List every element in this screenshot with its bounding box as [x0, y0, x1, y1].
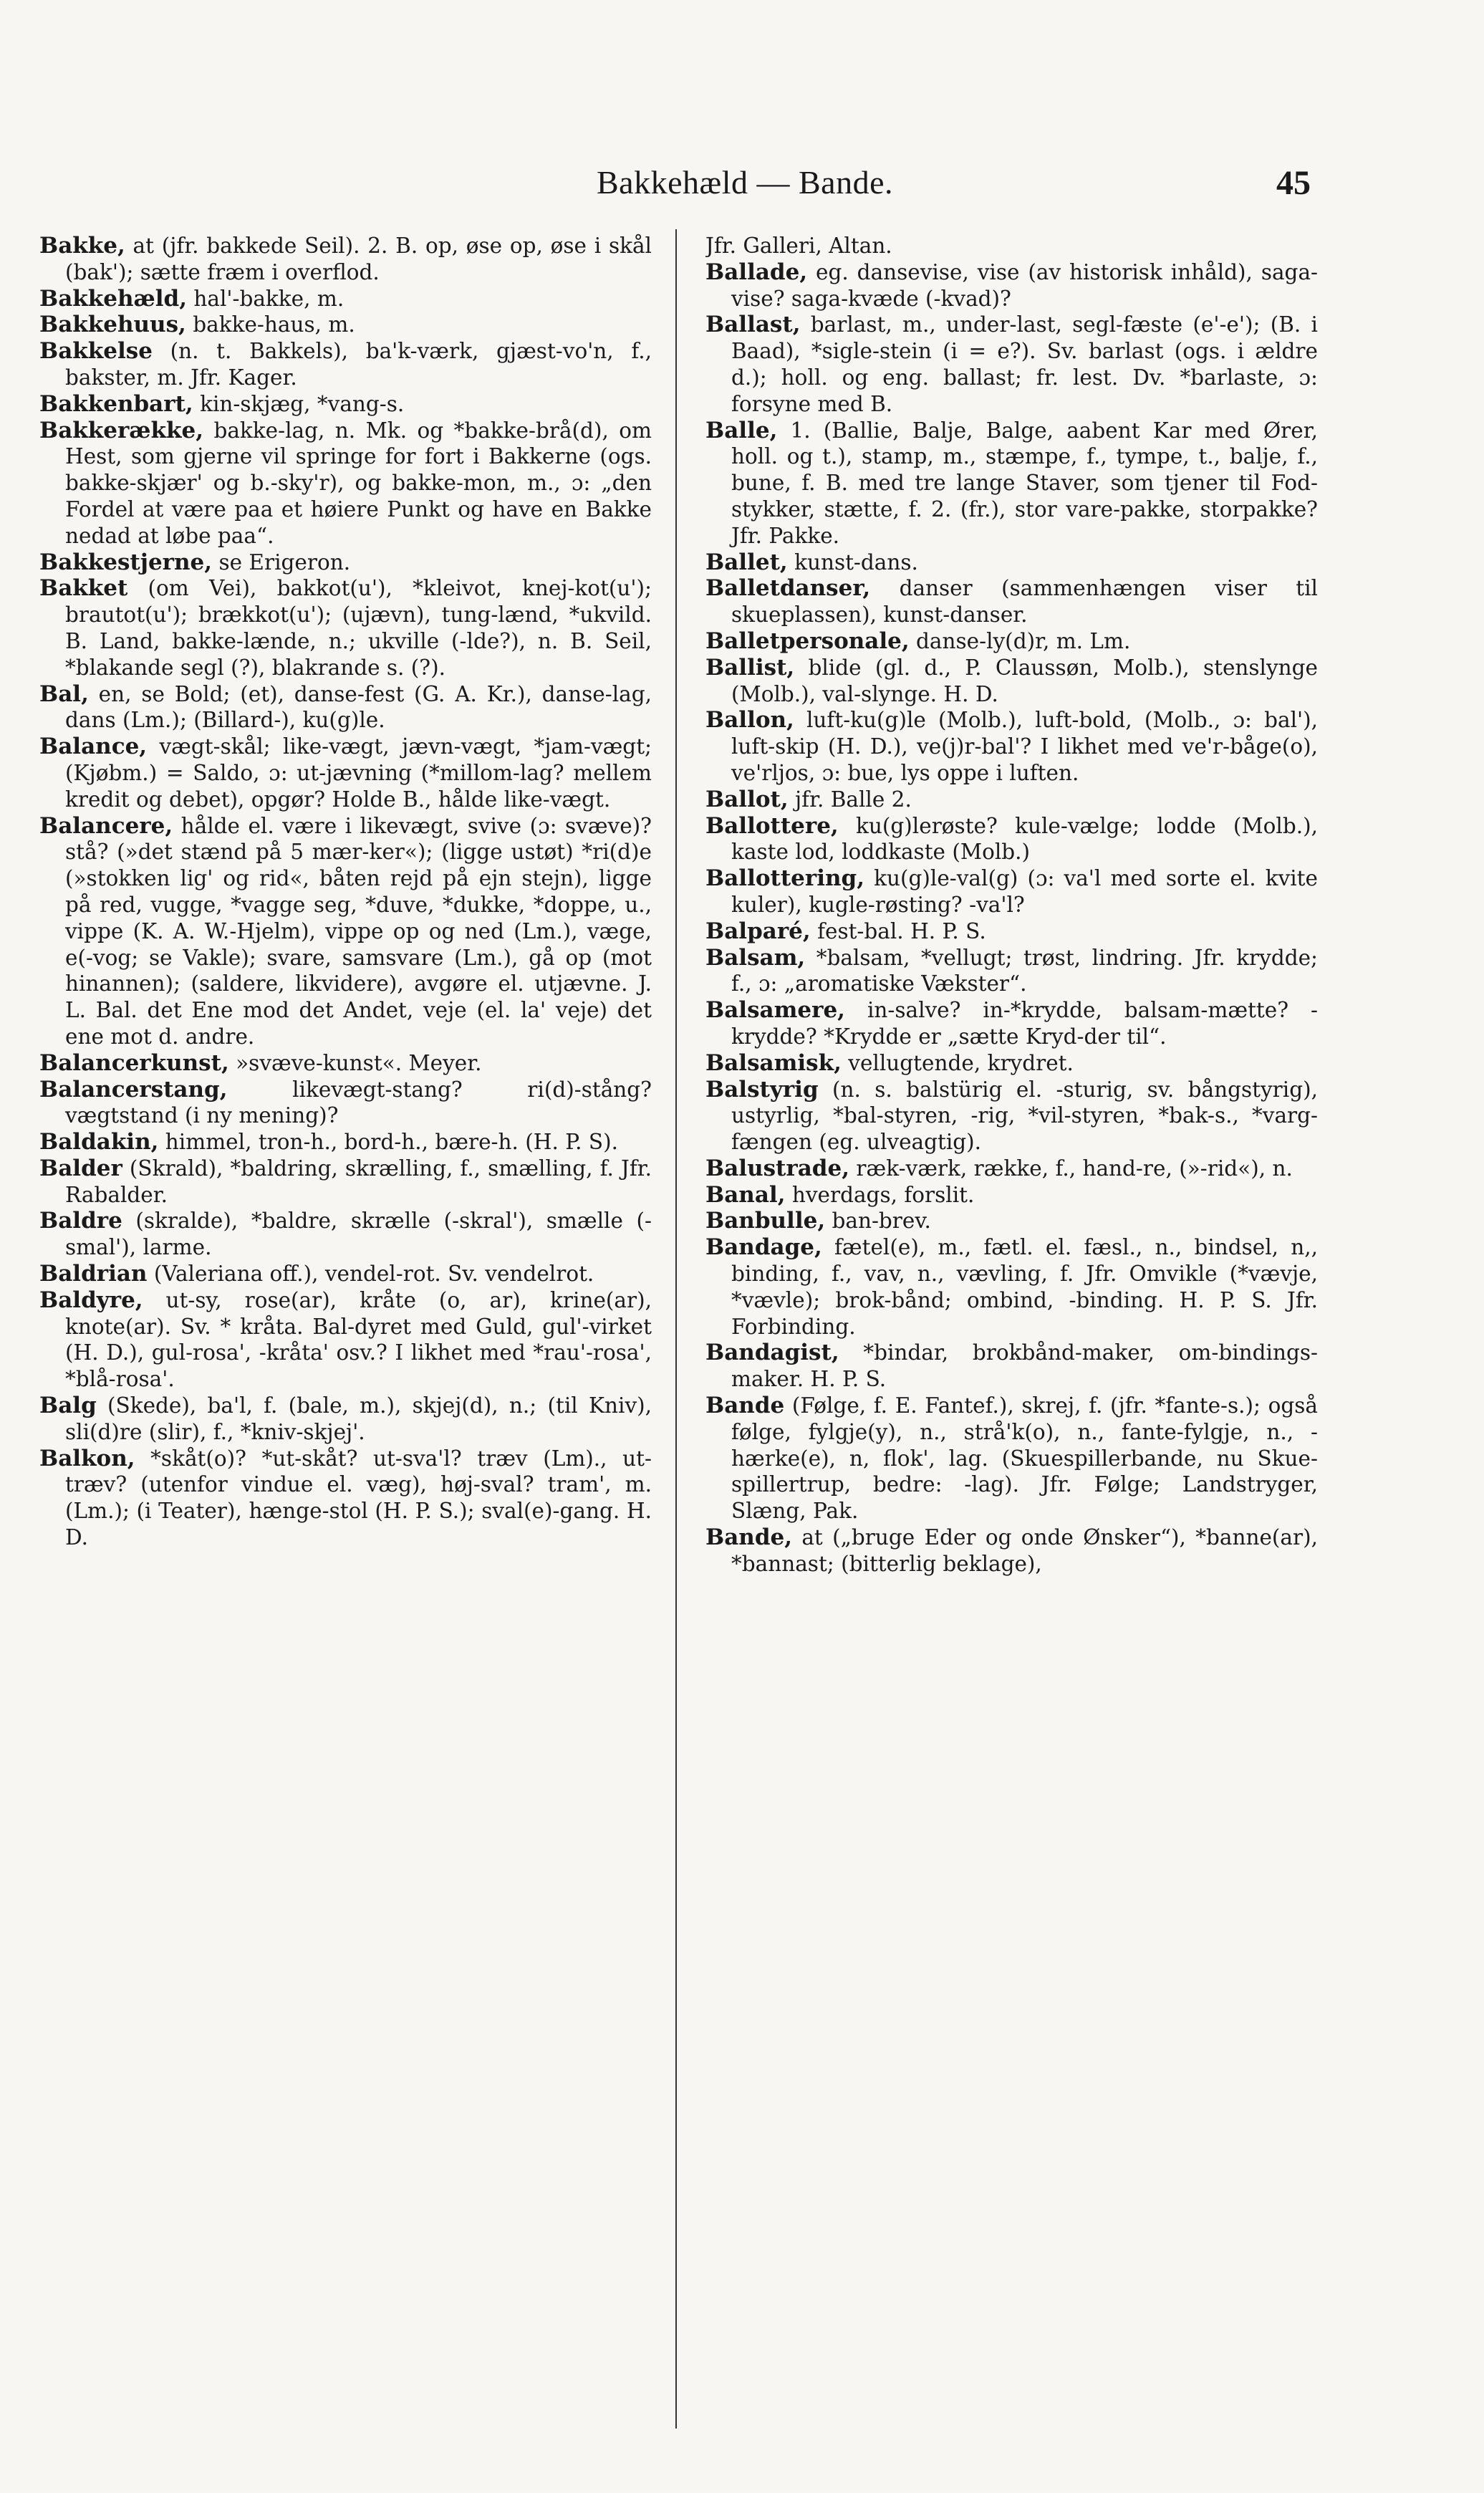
entry-headword: Balsamere, [705, 997, 845, 1024]
entry-headword: Bandage, [705, 1234, 822, 1261]
dictionary-entry [39, 1287, 652, 1393]
entry-definition: (Skede), ba'l, f. (bale, m.), skjej(d), n.; (til Kniv), sli(d)re (slir), f., *kniv-skjej'. [65, 1393, 652, 1444]
dictionary-entry [39, 1129, 652, 1156]
entry-headword: Bakkelse [39, 338, 153, 365]
dictionary-entry [705, 1340, 1318, 1393]
entry-headword: Bakkenbart, [39, 390, 193, 417]
entry-definition: hal'-bakke, m. [186, 286, 344, 311]
entry-definition: (n. t. Bakkels), ba'k-værk, gjæst-vo'n, f., bakster, m. Jfr. Kager. [65, 339, 652, 390]
dictionary-entry [705, 628, 1318, 655]
entry-headword: Balance, [39, 734, 148, 760]
dictionary-entry [39, 391, 652, 418]
dictionary-entry [705, 575, 1318, 628]
dictionary-entry [705, 233, 1318, 259]
entry-headword: Ballot, [705, 786, 789, 812]
entry-headword: Balsamisk, [705, 1049, 842, 1076]
entry-headword: Balancerkunst, [39, 1049, 229, 1076]
dictionary-entry [705, 259, 1318, 312]
entry-headword: Bandagist, [705, 1340, 839, 1366]
entry-definition: at („bruge Eder og onde Ønsker“), *banne(ar), *bannast; (bitterlig beklage), [731, 1525, 1318, 1576]
entry-definition: se Erigeron. [212, 549, 351, 575]
entry-definition: blide (gl. d., P. Claussøn, Molb.), stenslynge (Molb.), val-slynge. H. D. [731, 655, 1318, 706]
dictionary-entry [39, 1393, 652, 1446]
dictionary-entry [705, 1050, 1318, 1077]
entry-definition: (skralde), *baldre, skrælle (-skral'), smælle (-smal'), larme. [65, 1209, 652, 1260]
dictionary-entry [705, 655, 1318, 708]
entry-headword: Balle, [705, 417, 778, 443]
entry-definition: kin-skjæg, *vang-s. [193, 391, 405, 416]
dictionary-entry [705, 813, 1318, 866]
dictionary-entry [39, 1156, 652, 1209]
entry-definition: (om Vei), bakkot(u'), *kleivot, knej-kot(u'); brautot(u'); brækkot(u'); (ujævn), tung-lænd, *ukvild. B. Land, bakke-lænde, n.; ukville (-lde?), n. B. Seil, *blakande segl (?), blakrande s. (?). [65, 576, 652, 680]
entry-headword: Baldyre, [39, 1287, 143, 1313]
entry-definition: in-salve? in-*krydde, balsam-mætte? -krydde? *Krydde er „sætte Kryd-der til“. [731, 998, 1318, 1049]
dictionary-entry [705, 1208, 1318, 1234]
entry-definition: en, se Bold; (et), danse-fest (G. A. Kr.), danse-lag, dans (Lm.); (Billard-), ku(g)le. [65, 681, 652, 733]
dictionary-entry [705, 1077, 1318, 1156]
dictionary-entry [705, 549, 1318, 576]
entry-headword: Ballon, [705, 707, 794, 734]
dictionary-entry [705, 865, 1318, 918]
entry-definition: himmel, tron-h., bord-h., bære-h. (H. P. S). [158, 1130, 618, 1155]
dictionary-entry [39, 813, 652, 1050]
entry-definition: bakke-haus, m. [186, 312, 355, 337]
dictionary-entry [705, 1156, 1318, 1182]
entry-headword: Bakket [39, 575, 128, 602]
entry-definition: ban-brev. [825, 1209, 931, 1234]
entry-definition: hålde el. være i likevægt, svive (ɔ: svæve)? stå? (»det stænd på 5 mær-ker«); (ligge ustøt) *ri(d)e (»stokken lig' og rid«, båten rejd på ejn stejn), ligge på red, vugge, *vagge seg, *duve, *dukke, *doppe, u., vippe (K. A. W.-Hjelm), vippe op og ned (Lm.), væge, e(-vog; se Vakle); svare, samsvare (Lm.), gå op (mot hinannen); (saldere, likvidere), avgøre el. utjævne. J. L. Bal. det Ene mod det Andet, veje (el. la' veje) det ene mot d. andre. [65, 813, 652, 1049]
entry-headword: Ballast, [705, 312, 801, 338]
entry-definition: fætel(e), m., fætl. el. fæsl., n., bindsel, n,, binding, f., vav, n., vævling, f. Jfr. Omvikle (*vævje, *vævle); brok-bånd; ombind, -binding. H. P. S. Jfr. Forbinding. [731, 1235, 1318, 1339]
entry-definition: danser (sammenhængen viser til skueplassen), kunst-danser. [731, 576, 1318, 628]
right-column [705, 233, 1318, 2454]
entry-headword: Balder [39, 1155, 122, 1181]
dictionary-entry [705, 918, 1318, 945]
entry-headword: Ballist, [705, 654, 795, 681]
entry-definition: ut-sy, rose(ar), kråte (o, ar), krine(ar), knote(ar). Sv. * kråta. Bal-dyret med Guld, gul'-virket (H. D.), gul-rosa', -kråta' osv.? I likhet med *rau'-rosa', *blå-rosa'. [65, 1287, 652, 1392]
page-header [0, 163, 1484, 206]
entry-definition: *skåt(o)? *ut-skåt? ut-sva'l? træv (Lm)., ut-træv? (utenfor vindue el. væg), høj-sval? tram', m. (Lm.); (i Teater), hænge-stol (H. P. S.); sval(e)-gang. H. D. [65, 1446, 652, 1550]
entry-headword: Balancere, [39, 812, 173, 839]
entry-headword: Baldakin, [39, 1129, 159, 1156]
entry-definition: Jfr. Galleri, Altan. [705, 234, 892, 258]
entry-headword: Bakkerække, [39, 417, 204, 443]
entry-headword: Ballottering, [705, 865, 864, 892]
entry-headword: Ballet, [705, 549, 788, 575]
entry-definition: *bindar, brokbånd-maker, om-bindings-maker. H. P. S. [731, 1340, 1318, 1392]
entry-definition: eg. dansevise, vise (av historisk inhåld), saga-vise? saga-kvæde (-kvad)? [731, 259, 1318, 311]
dictionary-entry [705, 997, 1318, 1050]
dictionary-entry [705, 787, 1318, 813]
entry-headword: Balustrade, [705, 1155, 849, 1181]
entry-definition: ræk-værk, række, f., hand-re, (»-rid«), n. [849, 1156, 1293, 1181]
dictionary-entry [39, 338, 652, 391]
entry-headword: Balletdanser, [705, 575, 871, 602]
dictionary-entry [39, 286, 652, 312]
entry-headword: Balstyrig [705, 1076, 819, 1103]
left-column [39, 233, 652, 2454]
entry-headword: Bakkehæld, [39, 285, 187, 312]
entry-definition: ku(g)le-val(g) (ɔ: va'l med sorte el. kvite kuler), kugle-røsting? -va'l? [731, 866, 1318, 917]
entry-definition: at (jfr. bakkede Seil). 2. B. op, øse op, øse i skål (bak'); sætte fræm i overflod. [65, 234, 652, 284]
entry-definition: likevægt-stang? ri(d)-stång? vægtstand (i ny mening)? [65, 1077, 652, 1128]
page-number: 45 [1276, 164, 1311, 202]
entry-definition: (n. s. balstürig el. -sturig, sv. bångstyrig), ustyrlig, *bal-styren, -rig, *vil-styren, *bak-s., *varg-fængen (eg. ulveagtig). [731, 1077, 1318, 1155]
entry-headword: Balparé, [705, 918, 811, 944]
dictionary-entry [705, 312, 1318, 417]
entry-definition: barlast, m., under-last, segl-fæste (e'-e'); (B. i Baad), *sigle-stein (i = e?). Sv. barlast (ogs. i ældre d.); holl. og eng. ballast; fr. lest. Dv. *barlaste, ɔ: forsyne med B. [731, 312, 1318, 416]
dictionary-entry [705, 418, 1318, 549]
dictionary-entry [705, 1182, 1318, 1209]
dictionary-entry [39, 1446, 652, 1551]
entry-headword: Bande [705, 1393, 785, 1419]
dictionary-entry [705, 1234, 1318, 1340]
entry-headword: Balkon, [39, 1445, 135, 1471]
dictionary-entry [39, 575, 652, 681]
entry-headword: Bakkehuus, [39, 312, 186, 338]
entry-definition: fest-bal. H. P. S. [810, 918, 986, 943]
dictionary-entry [705, 707, 1318, 786]
dictionary-entry [705, 1393, 1318, 1524]
dictionary-entry [39, 233, 652, 286]
entry-definition: bakke-lag, n. Mk. og *bakke-brå(d), om Hest, som gjerne vil springe for fort i Bakkerne (ogs. bakke-skjær' og b.-sky'r), og bakke-mon, m., ɔ: „den Fordel at være paa et høiere Punkt og have en Bakke nedad at løbe paa“. [65, 418, 652, 548]
entry-headword: Bakke, [39, 233, 125, 259]
entry-headword: Bakkestjerne, [39, 549, 213, 575]
entry-definition: »svæve-kunst«. Meyer. [228, 1050, 482, 1075]
dictionary-entry [39, 1208, 652, 1261]
entry-definition: jfr. Balle 2. [788, 787, 912, 812]
entry-headword: Baldre [39, 1208, 122, 1234]
entry-definition: luft-ku(g)le (Molb.), luft-bold, (Molb., ɔ: bal'), luft-skip (H. D.), ve(j)r-bal'? I likhet med ve'r-båge(o), ve'rljos, ɔ: bue, lys oppe i luften. [731, 708, 1318, 785]
entry-headword: Ballade, [705, 259, 808, 285]
entry-headword: Balg [39, 1393, 97, 1419]
entry-headword: Ballottere, [705, 812, 839, 839]
entry-definition: kunst-dans. [787, 549, 918, 575]
dictionary-entry [39, 681, 652, 734]
entry-headword: Banal, [705, 1181, 786, 1208]
entry-headword: Balsam, [705, 944, 806, 971]
dictionary-entry [39, 549, 652, 576]
dictionary-entry [39, 418, 652, 549]
entry-headword: Balancerstang, [39, 1076, 228, 1103]
dictionary-entry [39, 1261, 652, 1287]
entry-definition: (Skrald), *baldring, skrælling, f., smælling, f. Jfr. Rabalder. [65, 1156, 652, 1207]
entry-definition: vægt-skål; like-vægt, jævn-vægt, *jam-vægt; (Kjøbm.) = Saldo, ɔ: ut-jævning (*millom-lag? mellem kredit og debet), opgør? Holde B., hålde like-vægt. [65, 734, 652, 812]
entry-headword: Baldrian [39, 1261, 148, 1287]
entry-headword: Balletpersonale, [705, 628, 910, 654]
entry-definition: *balsam, *vellugt; trøst, lindring. Jfr. krydde; f., ɔ: „aromatiske Vækster“. [731, 945, 1318, 996]
entry-headword: Bal, [39, 681, 89, 707]
entry-headword: Bande, [705, 1524, 793, 1551]
entry-definition: danse-ly(d)r, m. Lm. [909, 628, 1131, 653]
entry-definition: hverdags, forslit. [785, 1182, 975, 1207]
column-divider [675, 229, 677, 2429]
entry-definition: (Valeriana off.), vendel-rot. Sv. vendelrot. [147, 1262, 594, 1287]
entry-definition: 1. (Ballie, Balje, Balge, aabent Kar med Ører, holl. og t.), stamp, m., stæmpe, f., tympe, t., balje, f., bune, f. B. med tre lange Staver, som tjener til Fod-stykker, stætte, f. 2. (fr.), stor vare-pakke, storpakke? Jfr. Pakke. [731, 418, 1318, 548]
dictionary-entry [39, 1050, 652, 1077]
dictionary-entry [705, 1524, 1318, 1577]
running-title: Bakkehæld — Bande. [597, 164, 893, 201]
entry-definition: vellugtende, krydret. [841, 1050, 1074, 1075]
entry-definition: (Følge, f. E. Fantef.), skrej, f. (jfr. *fante-s.); også følge, fylgje(y), n., strå'k(o), n., fante-fylgje, n., -hærke(e), n, flok', lag. (Skuespillerbande, nu Skue-spillertrup, bedre: -lag). Jfr. Følge; Landstryger, Slæng, Pak. [731, 1393, 1318, 1524]
dictionary-entry [705, 945, 1318, 998]
dictionary-entry [39, 312, 652, 338]
entry-definition: ku(g)lerøste? kule-vælge; lodde (Molb.), kaste lod, loddkaste (Molb.) [731, 813, 1318, 865]
entry-headword: Banbulle, [705, 1208, 826, 1234]
dictionary-entry [39, 734, 652, 812]
dictionary-entry [39, 1077, 652, 1130]
